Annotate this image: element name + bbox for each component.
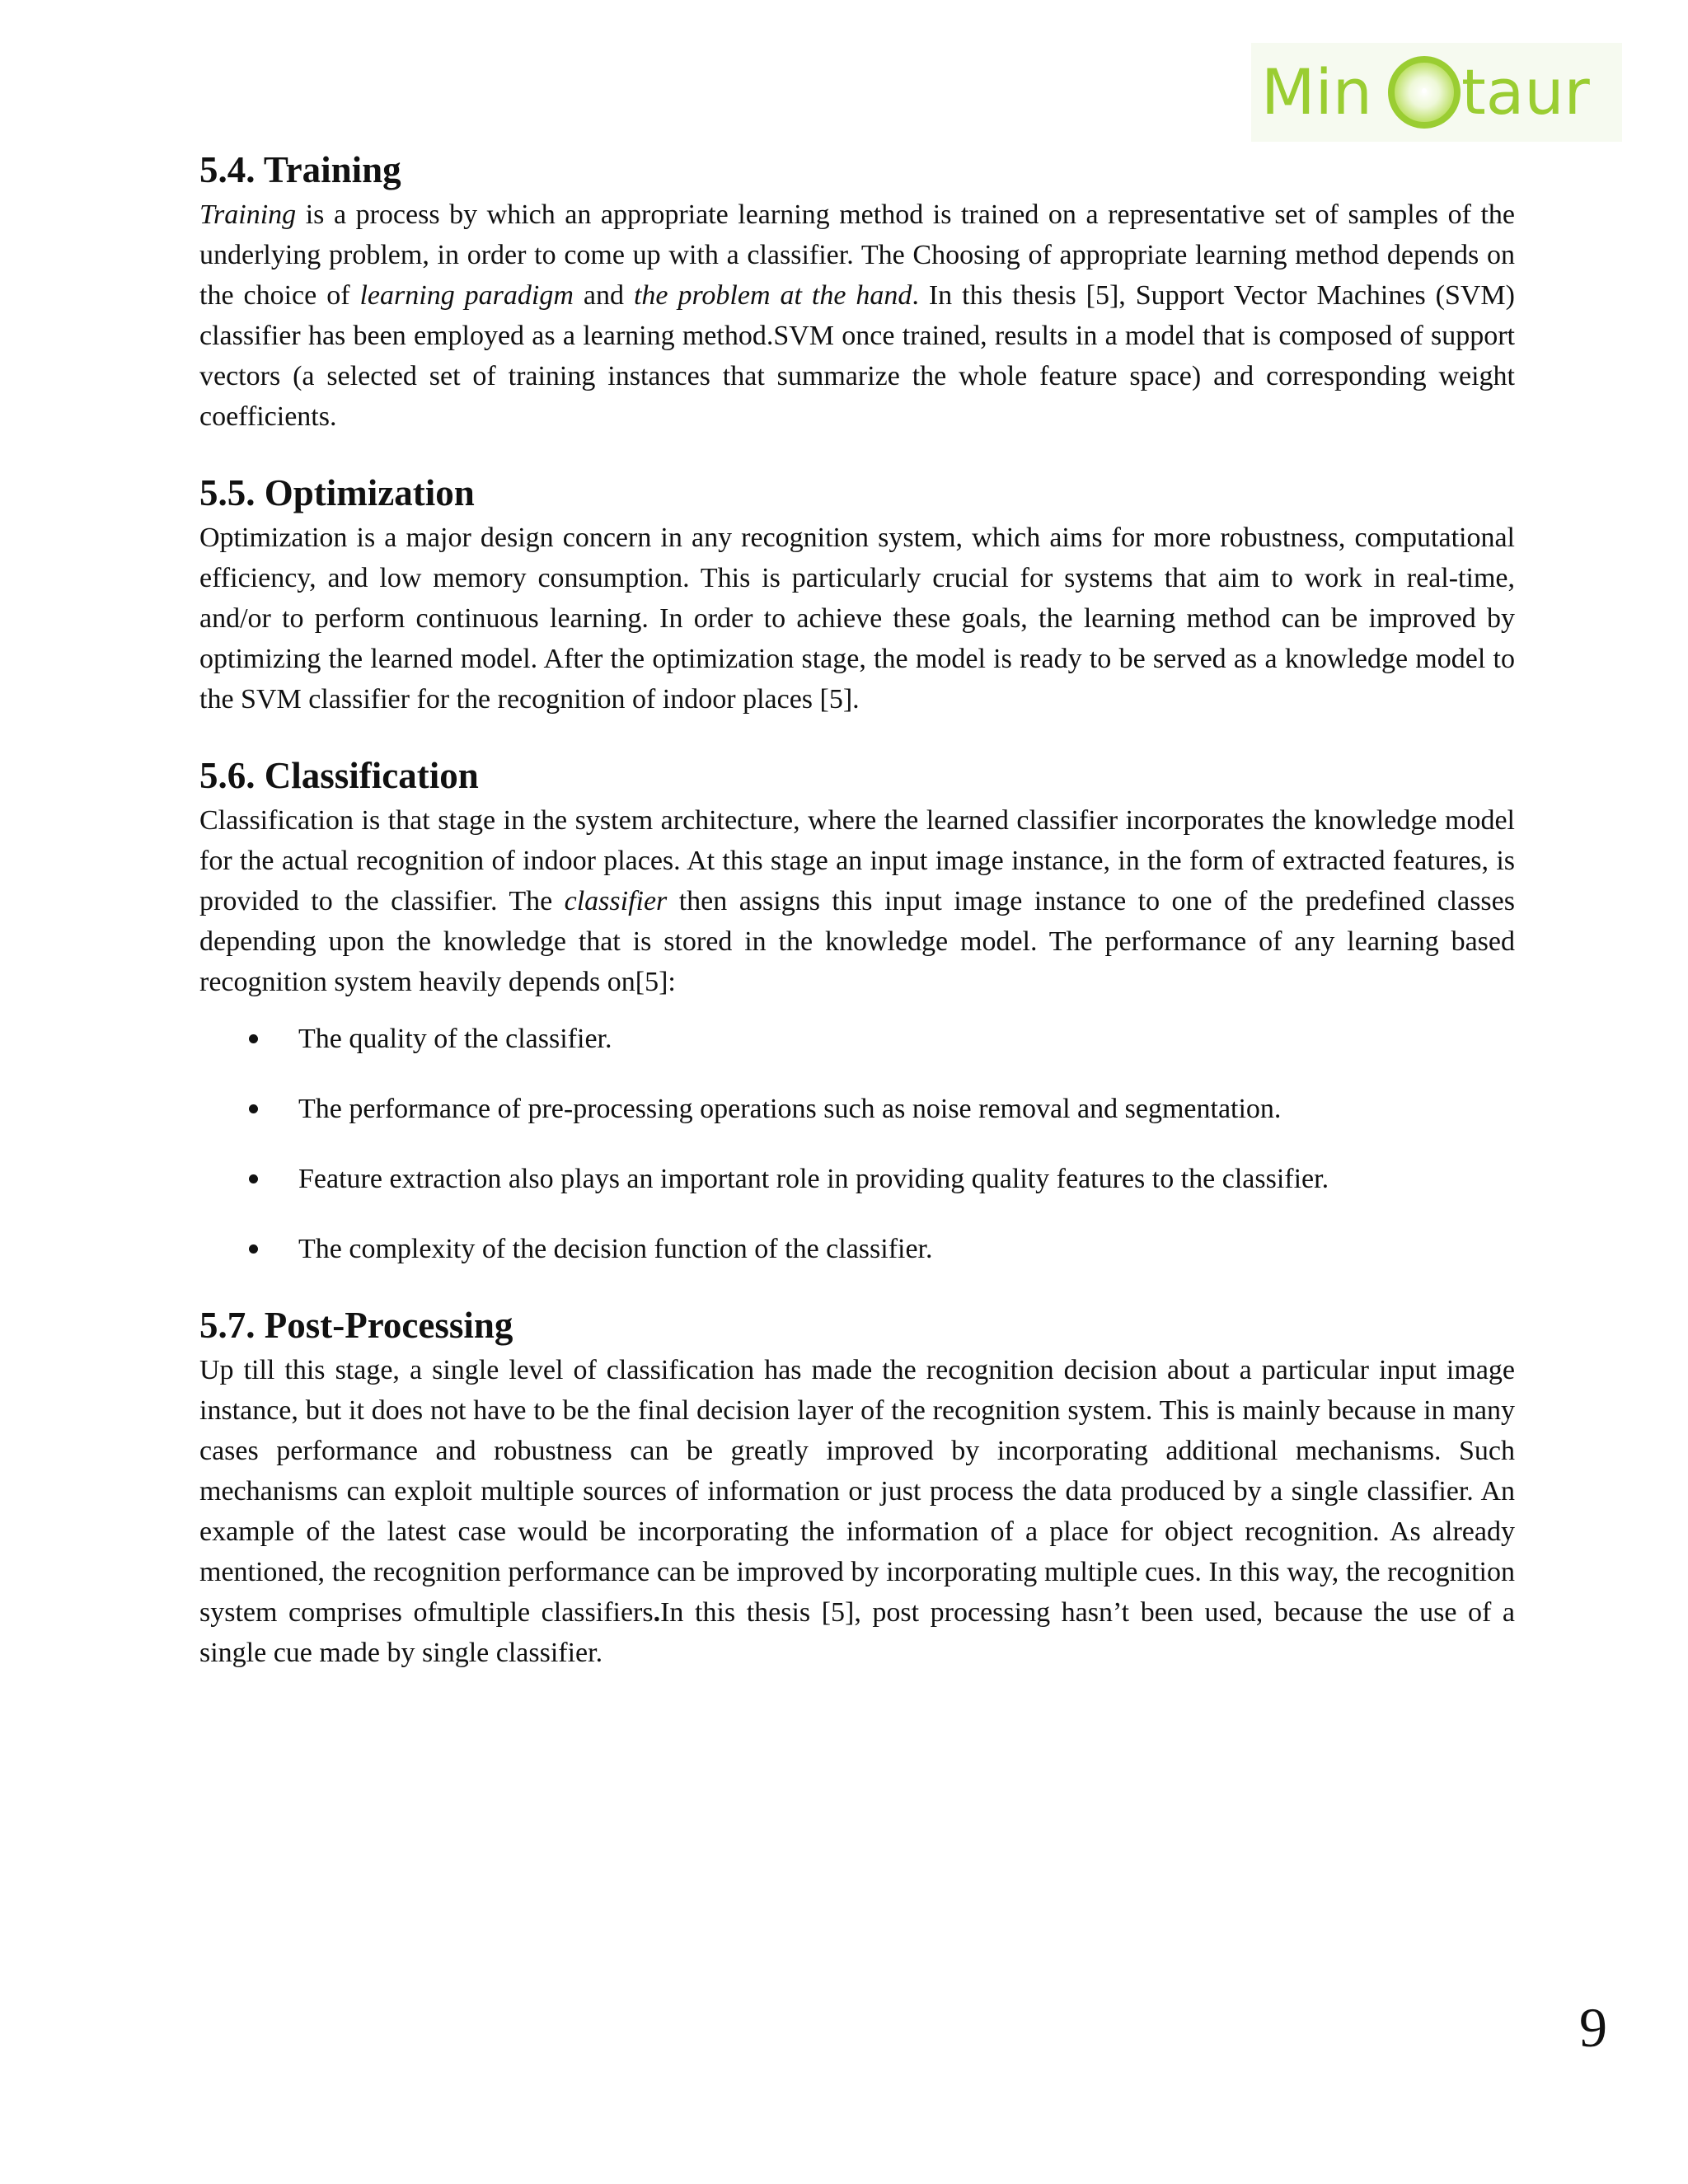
list-item xyxy=(199,1229,1515,1269)
bullet-icon xyxy=(249,1104,258,1113)
list-item-text: The quality of the classifier. xyxy=(298,1024,612,1054)
post-processing-text-1: Up till this stage, a single level of classification has made the recognition decision about a particular input image instance, but it does not have to be the final decision layer of the recognition system. This is mainly because in many cases performance and robustness can be greatly improved by incorporating additional mechanisms. Such mechanisms can exploit multiple sources of information or just process the data produced by a single classifier. An example of the latest case would be incorporating the information of a place for object recognition. As already mentioned, the recognition performance can be improved by incorporating multiple cues. In this way, the recognition system comprises ofmultiple classifiers xyxy=(199,1355,1515,1628)
heading-training: 5.4. Training xyxy=(199,149,401,190)
classification-text-2: then assigns this input image instance to one of the predefined classes depending upon the knowledge that is stored in the knowledge model. The performance of any learning based recognition system heavily depends on[5]: xyxy=(199,886,1515,997)
list-item-text: The performance of pre-processing operations such as noise removal and segmentation. xyxy=(298,1094,1282,1124)
section-training xyxy=(199,147,1515,437)
document-body xyxy=(199,147,1515,1706)
list-item-text: The complexity of the decision function of the classifier. xyxy=(298,1234,933,1264)
list-item xyxy=(199,1089,1515,1129)
emphasis-training: Training xyxy=(199,199,297,230)
logo-text-start: Min xyxy=(1261,55,1372,129)
section-classification xyxy=(199,752,1515,1269)
classification-bullet-list xyxy=(199,1019,1515,1269)
list-item-text: Feature extraction also plays an important role in providing quality features to the classifier. xyxy=(298,1164,1329,1194)
bold-period: . xyxy=(653,1597,661,1628)
emphasis-learning-paradigm: learning paradigm xyxy=(359,280,574,311)
list-item xyxy=(199,1019,1515,1059)
heading-classification: 5.6. Classification xyxy=(199,755,479,796)
emphasis-classifier: classifier xyxy=(564,886,668,916)
bullet-icon xyxy=(249,1174,258,1183)
paragraph-training xyxy=(199,194,1515,437)
page-number: 9 xyxy=(1579,1996,1607,2059)
training-text-3: . In this thesis [5], Support Vector Machines (SVM) classifier has been employed as a learning method.SVM once trained, results in a model that is composed of support vectors (a selected set of training instances that summarize the whole feature space) and corresponding weight coefficients. xyxy=(199,280,1515,432)
list-item xyxy=(199,1159,1515,1199)
logo-text-end: taur xyxy=(1461,55,1590,129)
bullet-icon xyxy=(249,1034,258,1043)
paragraph-classification xyxy=(199,800,1515,1002)
logo-orb-highlight xyxy=(1422,88,1427,93)
training-text-1: is a process by which an appropriate learning method is trained on a representative set of samples of the underlying problem, in order to come up with a classifier. The Choosing of appropriate learning method depends on the choice of xyxy=(199,199,1515,311)
section-post-processing xyxy=(199,1302,1515,1673)
training-text-2: and xyxy=(573,280,634,311)
paragraph-optimization: Optimization is a major design concern in any recognition system, which aims for more robustness, computational efficiency, and low memory consumption. This is particularly crucial for systems that aim to work in real-time, and/or to perform continuous learning. In order to achieve these goals, the learning method can be improved by optimizing the learned model. After the optimization stage, the model is ready to be served as a knowledge model to the SVM classifier for the recognition of indoor places [5]. xyxy=(199,523,1515,715)
section-optimization xyxy=(199,470,1515,719)
post-processing-text-2: In this thesis [5], post processing hasn’t been used, because the use of a single cue made by single classifier. xyxy=(199,1597,1515,1668)
paragraph-post-processing xyxy=(199,1350,1515,1673)
classification-text-1: Classification is that stage in the system architecture, where the learned classifier incorporates the knowledge model for the actual recognition of indoor places. At this stage an input image instance, in the form of extracted features, is provided to the classifier. The xyxy=(199,805,1515,916)
bullet-icon xyxy=(249,1244,258,1254)
heading-optimization: 5.5. Optimization xyxy=(199,472,475,513)
emphasis-problem-at-hand: the problem at the hand xyxy=(633,280,912,311)
minotaur-logo xyxy=(1251,43,1622,142)
heading-post-processing: 5.7. Post-Processing xyxy=(199,1305,513,1346)
